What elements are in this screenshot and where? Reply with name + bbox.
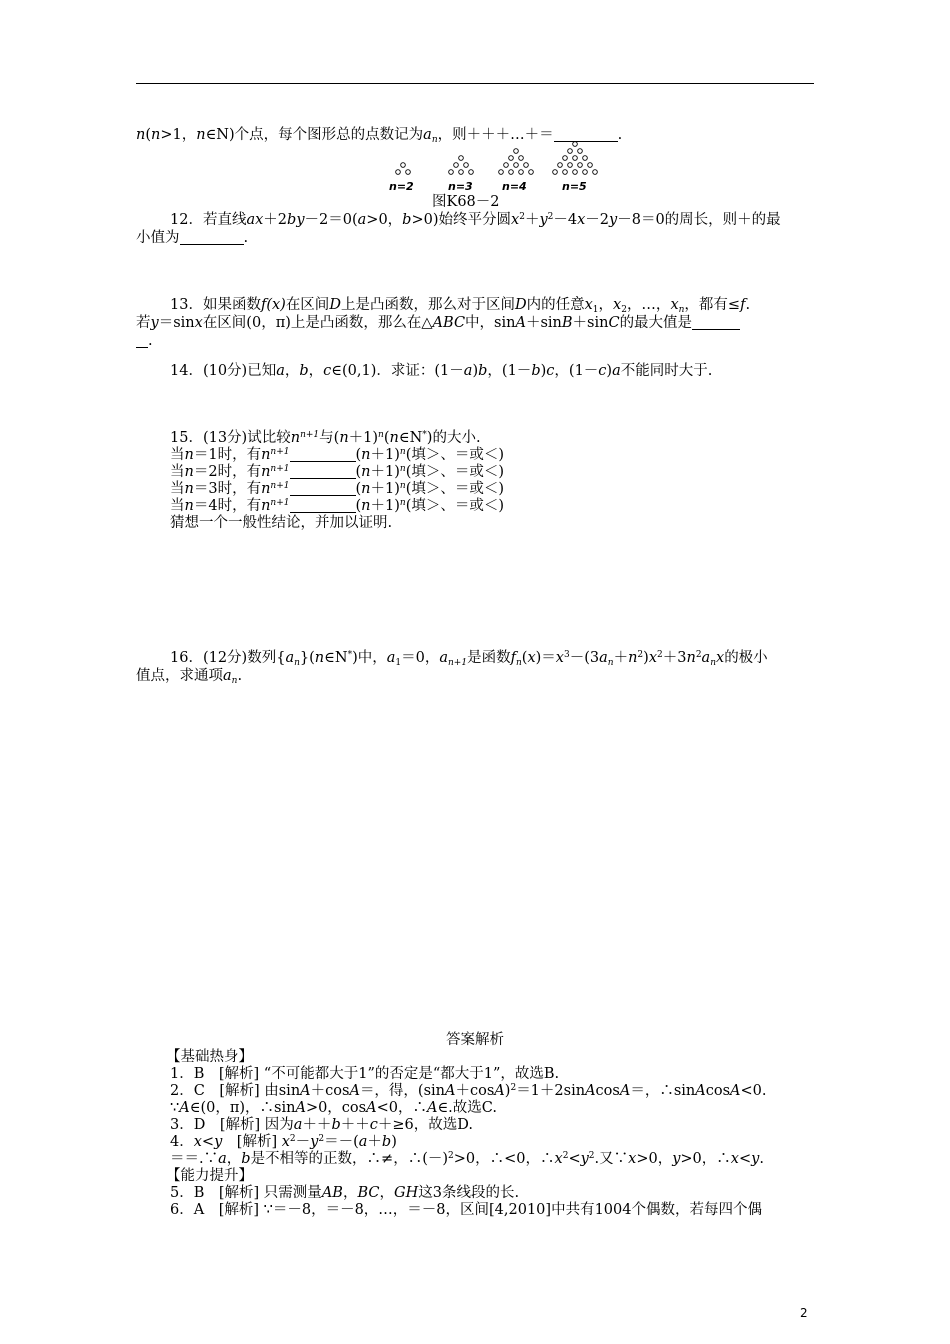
answer-2-line1: 2．C [解析] 由sinA＋cosA＝，得，$(\sin A+\cos A)^2=1+2sinAcosA=$，∴sinAcosA<0. [170, 1083, 767, 1099]
q16-line1: 16．(12分)数列$\{a_n\}(n\in N^*)$中，$a_1=0$，$a_{n+1}$是函数$f_n(x)=x^3-(3a_n+n^2)x^2+3n^2a_nx$的极小 [170, 650, 768, 668]
answer-4-line2: ＝＝.∵a，b是不相等的正数，∴≠，$\therefore(-)^2>0$，∴<0，$\therefore x^2<y^2$.又∵x>0，y>0，∴x<y. [170, 1151, 764, 1167]
answers-section-basic: 【基础热身】 [166, 1049, 253, 1065]
q15-row-3: 当n＝3时，有$n^{n+1}$ $(n+1)^n$(填＞、＝或＜) [170, 481, 505, 497]
figure-label-n2: n=2 [389, 180, 414, 193]
q13-line1: 13．如果函数f(x)在区间D上是凸函数，那么对于区间D内的任意$x_1$，$x_2$，…，$x_n$，都有≤f. [170, 297, 751, 315]
q12-line1: 12．若直线ax＋2by－2＝0(a>0，b>0)始终平分圆$x^2+y^2-4x-2y-8=0$的周长，则＋的最 [170, 212, 781, 228]
answers-title: 答案解析 [446, 1032, 504, 1048]
answer-2-line2: ∵A∈(0，π)，∴sinA>0，cosA<0，∴A∈.故选C. [170, 1100, 497, 1116]
answer-4-line1: 4．x<y [解析] $x^2-y^2=-(a+b)$ [170, 1134, 397, 1150]
q15-title: 15．(13分)试比较$n^{n+1}$与$(n+1)^n(n\in N^*)$的大小. [170, 430, 481, 446]
answer-3: 3．D [解析] 因为a＋＋b＋＋c＋≥6，故选D. [170, 1117, 473, 1133]
q15-guess: 猜想一个一般性结论，并加以证明. [170, 515, 393, 531]
figure-label-n5: n=5 [562, 180, 587, 193]
answer-6: 6．A [解析] ∵＝－8，＝－8，…，＝－8，区间[4,2010]中共有1004个偶数，若每四个偶 [170, 1202, 762, 1218]
q11-line: n(n>1，n∈N)个点，每个图形总的点数记为$a_n$，则＋＋＋…＋＝ . [136, 127, 623, 145]
answer-1: 1．B [解析] “不可能都大于1”的否定是“都大于1”，故选B. [170, 1066, 560, 1082]
q16-line2: 值点，求通项$a_n$. [136, 668, 243, 686]
answer-5: 5．B [解析] 只需测量AB，BC，GH这3条线段的长. [170, 1185, 520, 1201]
q15-row-1: 当n＝1时，有$n^{n+1}$ $(n+1)^n$(填＞、＝或＜) [170, 447, 505, 463]
figure-caption: 图K68－2 [432, 194, 500, 210]
q15-row-4: 当n＝4时，有$n^{n+1}$ $(n+1)^n$(填＞、＝或＜) [170, 498, 505, 514]
dot-triangles [0, 0, 950, 200]
page-number: 2 [800, 1306, 808, 1320]
answers-section-advanced: 【能力提升】 [166, 1168, 253, 1184]
q15-row-2: 当n＝2时，有$n^{n+1}$ $(n+1)^n$(填＞、＝或＜) [170, 464, 505, 480]
q14-line: 14．(10分)已知a，b，c∈(0,1)．求证：(1－a)b，(1－b)c，(1－c)a不能同时大于. [170, 363, 713, 379]
q13-line3: . [136, 332, 153, 350]
q12-line2: 小值为 . [136, 230, 249, 246]
q13-line2: 若y＝sinx在区间(0，π)上是凸函数，那么在△ABC中，sinA＋sinB＋sinC的最大值是 [136, 314, 740, 332]
figure-label-n4: n=4 [502, 180, 527, 193]
figure-label-n3: n=3 [448, 180, 473, 193]
